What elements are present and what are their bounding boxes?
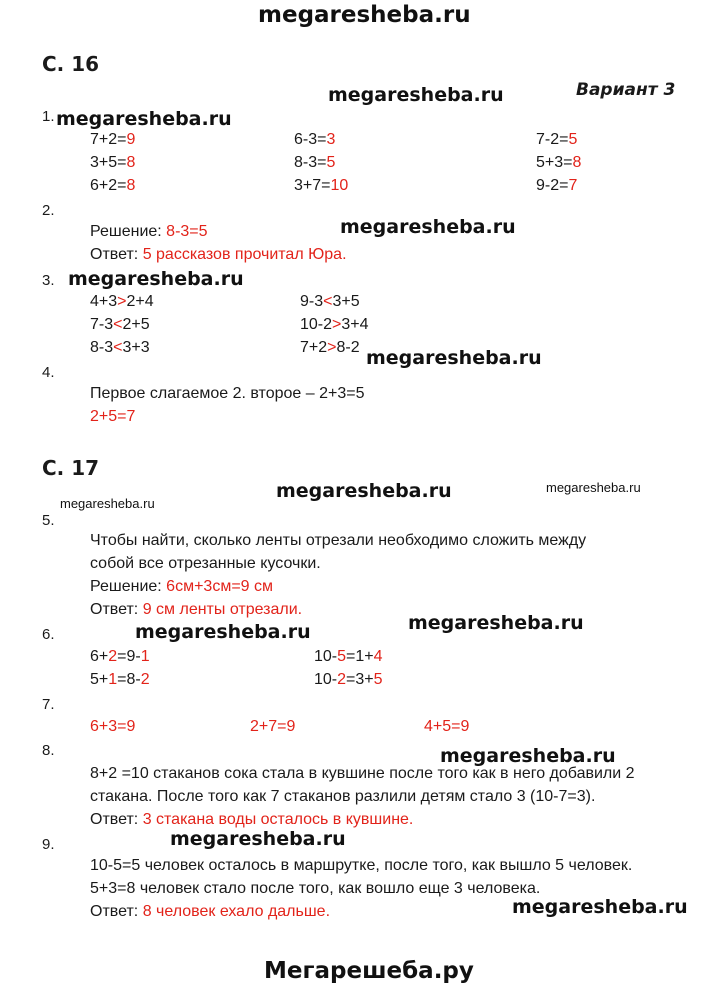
task-text: 5+3=8 человек стало после того, как вошло еще 3 человека. (90, 880, 541, 897)
comparison: 7-3<2+5 (90, 316, 150, 333)
task-number: 6. (42, 626, 55, 643)
equation: 3+5=8 (90, 154, 136, 171)
task-number: 8. (42, 742, 55, 759)
watermark: megaresheba.ru (366, 347, 542, 369)
watermark: megaresheba.ru (135, 621, 311, 643)
answer-line: 2+5=7 (90, 408, 136, 425)
comparison: 9-3<3+5 (300, 293, 360, 310)
comparison: 8-3<3+3 (90, 339, 150, 356)
watermark: megaresheba.ru (170, 828, 346, 850)
variant-label: Вариант 3 (576, 80, 676, 100)
page-title-16: С. 16 (42, 52, 100, 76)
task-text: стакана. После того как 7 стаканов разлили детям стало 3 (10-7=3). (90, 788, 596, 805)
comparison: 7+2>8-2 (300, 339, 360, 356)
task-number: 3. (42, 272, 55, 289)
equation: 5+1=8-2 (90, 671, 150, 688)
solution-line: Решение: 6см+3см=9 см (90, 578, 273, 595)
equation: 2+7=9 (250, 718, 296, 735)
equation: 6+2=9-1 (90, 648, 150, 665)
watermark-bottom: Мегарешеба.ру (264, 958, 474, 984)
answer-line: Ответ: 8 человек ехало дальше. (90, 903, 331, 920)
answer-line: Ответ: 3 стакана воды осталось в кувшине. (90, 811, 414, 828)
comparison: 4+3>2+4 (90, 293, 154, 310)
task-number: 4. (42, 364, 55, 381)
equation: 7-2=5 (536, 131, 578, 148)
watermark: megaresheba.ru (276, 480, 452, 502)
comparison: 10-2>3+4 (300, 316, 369, 333)
task-text: 8+2 =10 стаканов сока стала в кувшине после того как в него добавили 2 (90, 765, 635, 782)
equation: 3+7=10 (294, 177, 349, 194)
equation: 5+3=8 (536, 154, 582, 171)
watermark-small: megaresheba.ru (60, 496, 155, 511)
watermark: megaresheba.ru (56, 108, 232, 130)
equation: 10-5=1+4 (314, 648, 383, 665)
watermark-small: megaresheba.ru (546, 480, 641, 495)
task-number: 9. (42, 836, 55, 853)
watermark: megaresheba.ru (328, 84, 504, 106)
task-number: 5. (42, 512, 55, 529)
equation: 6+3=9 (90, 718, 136, 735)
task-text: собой все отрезанные кусочки. (90, 555, 321, 572)
task-number: 7. (42, 696, 55, 713)
watermark: megaresheba.ru (440, 745, 616, 767)
equation: 6+2=8 (90, 177, 136, 194)
answer-line: Ответ: 9 см ленты отрезали. (90, 601, 303, 618)
equation: 8-3=5 (294, 154, 336, 171)
watermark: megaresheba.ru (512, 896, 688, 918)
watermark: megaresheba.ru (408, 612, 584, 634)
equation: 6-3=3 (294, 131, 336, 148)
equation: 10-2=3+5 (314, 671, 383, 688)
task-text: Первое слагаемое 2. второе – 2+3=5 (90, 385, 365, 402)
task-text: 10-5=5 человек осталось в маршрутке, после того, как вышло 5 человек. (90, 857, 633, 874)
solution-line: Решение: 8-3=5 (90, 223, 208, 240)
task-number: 1. (42, 108, 55, 125)
page-title-17: С. 17 (42, 456, 100, 480)
equation: 4+5=9 (424, 718, 470, 735)
equation: 7+2=9 (90, 131, 136, 148)
watermark: megaresheba.ru (68, 268, 244, 290)
task-number: 2. (42, 202, 55, 219)
answer-line: Ответ: 5 рассказов прочитал Юра. (90, 246, 347, 263)
equation: 9-2=7 (536, 177, 578, 194)
task-text: Чтобы найти, сколько ленты отрезали необходимо сложить между (90, 532, 587, 549)
watermark: megaresheba.ru (340, 216, 516, 238)
watermark-top: megaresheba.ru (258, 2, 471, 28)
